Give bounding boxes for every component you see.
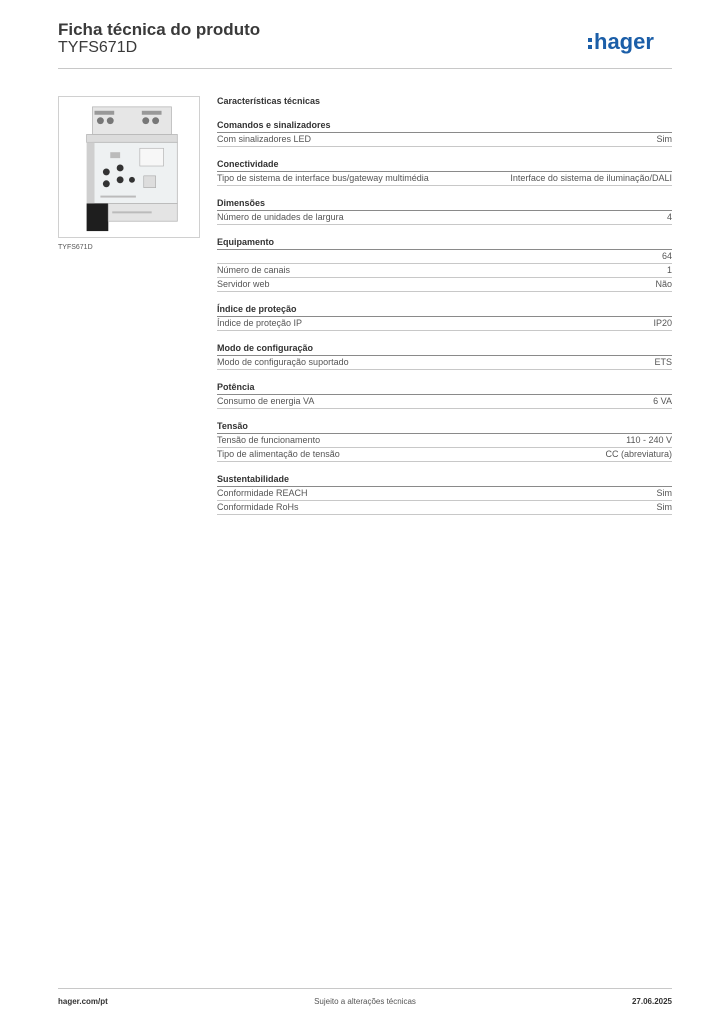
specs-heading: Características técnicas [217, 96, 321, 106]
spec-label: Conformidade RoHs [217, 502, 299, 512]
spec-value: 6 VA [653, 396, 672, 406]
spec-group [217, 473, 672, 515]
spec-label: Modo de configuração suportado [217, 357, 349, 367]
spec-value: Interface do sistema de iluminação/DALI [510, 173, 672, 183]
product-code: TYFS671D [58, 39, 138, 56]
spec-group-title: Equipamento [217, 236, 672, 250]
spec-value: 110 - 240 V [626, 435, 672, 445]
spec-label: Número de unidades de largura [217, 212, 344, 222]
spec-value: 1 [666, 265, 672, 275]
spec-label: Servidor web [217, 279, 270, 289]
hager-logo [588, 27, 672, 57]
spec-group [217, 303, 672, 331]
spec-value: 4 [666, 212, 672, 222]
spec-label: Índice de proteção IP [217, 318, 303, 328]
spec-value: 64 [661, 251, 672, 261]
spec-group-title: Comandos e sinalizadores [217, 119, 672, 133]
spec-row [217, 211, 672, 225]
footer-date: 27.06.2025 [631, 997, 672, 1006]
spec-label: Com sinalizadores LED [217, 134, 312, 144]
spec-row [217, 448, 672, 462]
spec-value: Não [655, 279, 672, 289]
spec-value: ETS [654, 357, 672, 367]
spec-label: Tipo de alimentação de tensão [217, 449, 340, 459]
spec-group [217, 381, 672, 409]
spec-row [217, 250, 672, 264]
spec-value: Sim [656, 134, 672, 144]
spec-groups [217, 119, 672, 515]
spec-row [217, 264, 672, 278]
spec-row [217, 133, 672, 147]
spec-label: Consumo de energia VA [217, 396, 315, 406]
footer-website: hager.com/pt [58, 997, 108, 1006]
spec-group-title: Sustentabilidade [217, 473, 672, 487]
spec-row [217, 434, 672, 448]
spec-label: Tensão de funcionamento [217, 435, 321, 445]
spec-value: Sim [656, 502, 672, 512]
spec-label: Tipo de sistema de interface bus/gateway multimédia [217, 173, 429, 183]
image-caption: TYFS671D [58, 244, 93, 251]
spec-group-title: Conectividade [217, 158, 672, 172]
spec-row [217, 395, 672, 409]
technical-specs [217, 95, 672, 526]
spec-group-title: Índice de proteção [217, 303, 672, 317]
page-title: Ficha técnica do produto [58, 20, 261, 39]
spec-row [217, 317, 672, 331]
footer-notice: Sujeito a alterações técnicas [314, 997, 416, 1006]
spec-group-title: Modo de configuração [217, 342, 672, 356]
spec-group [217, 158, 672, 186]
logo-text: hager [594, 29, 654, 54]
spec-value: Sim [656, 488, 672, 498]
product-image [58, 96, 200, 238]
spec-row [217, 356, 672, 370]
spec-row [217, 278, 672, 292]
spec-group [217, 119, 672, 147]
spec-row [217, 487, 672, 501]
spec-row [217, 172, 672, 186]
spec-row [217, 501, 672, 515]
spec-group [217, 197, 672, 225]
spec-group-title: Tensão [217, 420, 672, 434]
page-header [58, 20, 672, 68]
spec-value: CC (abreviatura) [605, 449, 672, 459]
header-divider [58, 68, 672, 69]
spec-group [217, 420, 672, 462]
spec-label: Número de canais [217, 265, 291, 275]
footer-divider [58, 988, 672, 989]
spec-group-title: Potência [217, 381, 672, 395]
spec-value: IP20 [653, 318, 672, 328]
page-footer [58, 997, 672, 1009]
spec-group [217, 342, 672, 370]
spec-group [217, 236, 672, 292]
spec-group-title: Dimensões [217, 197, 672, 211]
spec-label: Conformidade REACH [217, 488, 308, 498]
